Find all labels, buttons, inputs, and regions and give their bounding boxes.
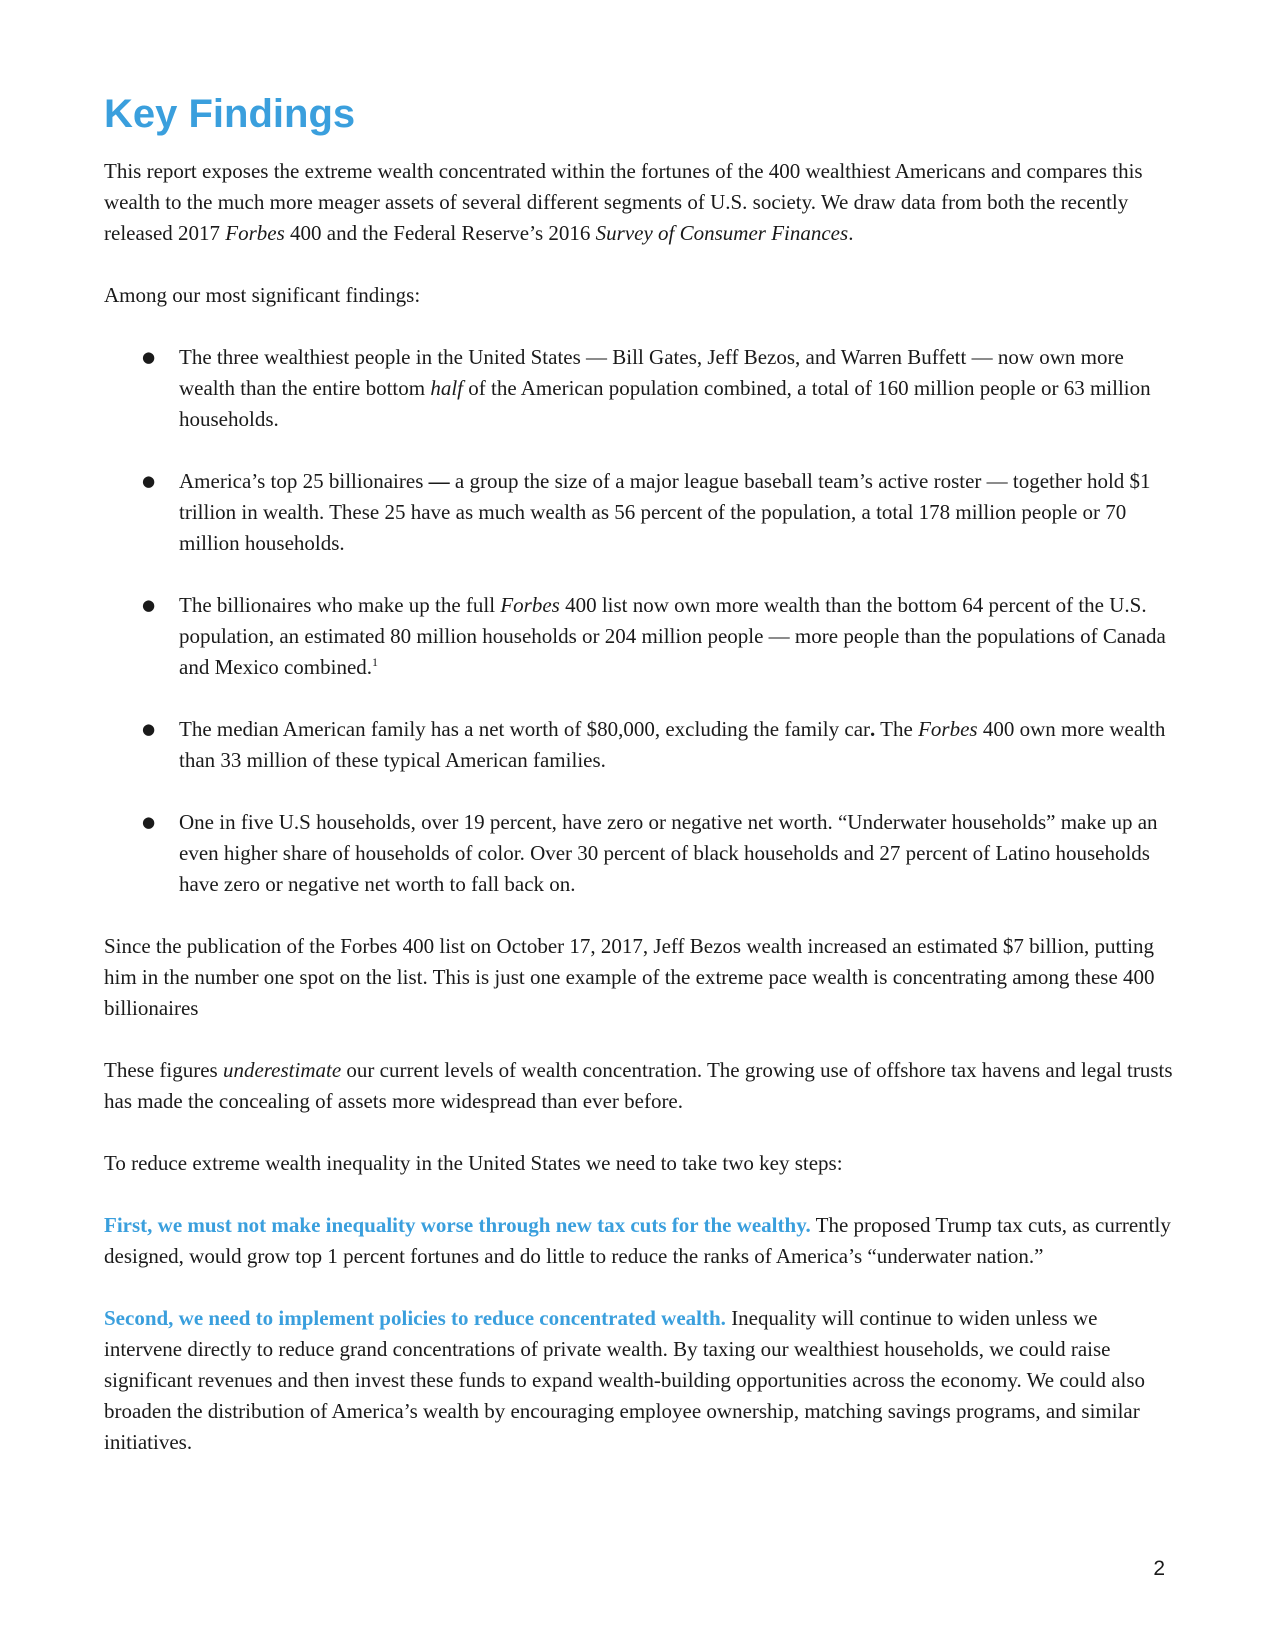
page-title: Key Findings [104,92,356,136]
page-number: 2 [1153,1557,1165,1580]
since-paragraph: Since the publication of the Forbes 400 list on October 17, 2017, Jeff Bezos wealth increased an estimated $7 billion, putting him in the number one spot on the list. This is just one example of the extreme pace wealth is concentrating among these 400 billionaires [104,934,1155,1020]
underestimate-paragraph: These figures underestimate our current levels of wealth concentration. The growing use of offshore tax havens and legal trusts has made the concealing of assets more widespread than ever before. [104,1058,1173,1113]
second-step-paragraph: Second, we need to implement policies to reduce concentrated wealth. Inequality will continue to widen unless we intervene directly to reduce grand concentrations of private wealth. By taxing our wealthiest households, we could raise significant revenues and then invest these funds to expand wealth-building opportunities across the economy. We could also broaden the distribution of America’s wealth by encouraging employee ownership, matching savings programs, and similar initiatives. [104,1306,1146,1454]
findings-lead-in: Among our most significant findings: [104,283,421,307]
list-item: ● The billionaires who make up the full Forbes 400 list now own more wealth than the bottom 64 percent of the U.S. population, an estimated 80 million households or 204 million people — more people than the populations of Canada and Mexico combined.$^1$ [104,590,1176,683]
bullet-icon: ● [142,596,156,614]
list-item: ● One in five U.S households, over 19 percent, have zero or negative net worth. “Underwater households” make up an even higher share of households of color. Over 30 percent of black households and 27 percent of Latino households have zero or negative net worth to fall back on. [104,807,1176,900]
list-item: ● America’s top 25 billionaires — a group the size of a major league baseball team’s active roster — together hold $1 trillion in wealth. These 25 have as much wealth as 56 percent of the population, a total 178 million people or 70 million households. [104,466,1176,559]
findings-list [104,342,1176,900]
second-step-lead: Second, we need to implement policies to reduce concentrated wealth. [104,1306,726,1330]
footnote-marker: 1 [372,655,379,669]
first-step-lead: First, we must not make inequality worse through new tax cuts for the wealthy. [104,1213,811,1237]
bullet-icon: ● [142,348,156,366]
document-page [104,86,1176,1489]
first-step-paragraph: First, we must not make inequality worse through new tax cuts for the wealthy. The proposed Trump tax cuts, as currently designed, would grow top 1 percent fortunes and do little to reduce the ranks of America’s “underwater nation.” [104,1213,1171,1268]
bullet-icon: ● [142,720,156,738]
list-item: ● The three wealthiest people in the United States — Bill Gates, Jeff Bezos, and Warren Buffett — now own more wealth than the entire bottom half of the American population combined, a total of 160 million people or 63 million households. [104,342,1176,435]
bullet-icon: ● [142,813,156,831]
bullet-icon: ● [142,472,156,490]
intro-paragraph: This report exposes the extreme wealth concentrated within the fortunes of the 400 wealthiest Americans and compares this wealth to the much more meager assets of several different segments of U.S. society. We draw data from both the recently released 2017 Forbes 400 and the Federal Reserve’s 2016 Survey of Consumer Finances. [104,159,1143,245]
two-steps-paragraph: To reduce extreme wealth inequality in the United States we need to take two key steps: [104,1151,843,1175]
list-item: ● The median American family has a net worth of $80,000, excluding the family car. The Forbes 400 own more wealth than 33 million of these typical American families. [104,714,1176,776]
